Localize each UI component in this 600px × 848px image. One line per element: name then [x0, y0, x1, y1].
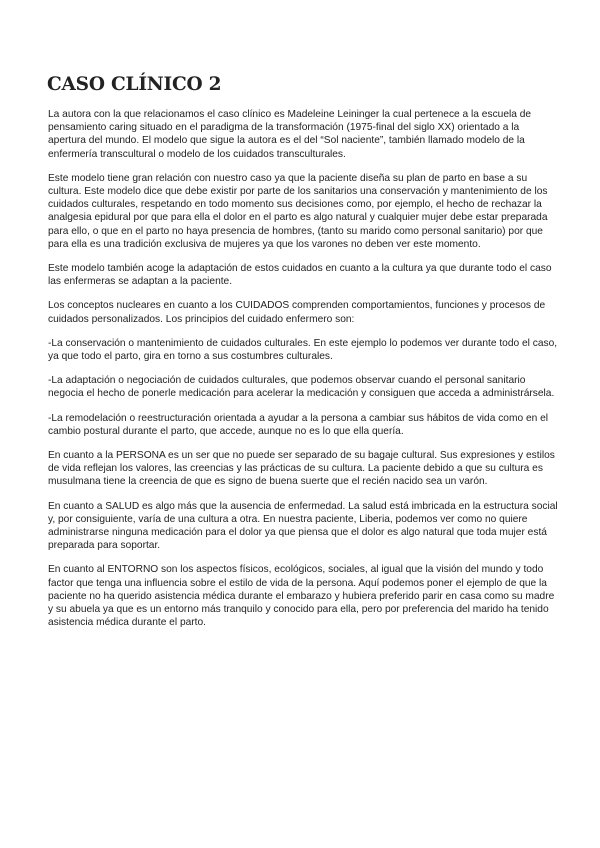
- paragraph-cuidados: Los conceptos nucleares en cuanto a los CUIDADOS comprenden comportamientos, funciones y procesos de cuidados personalizados. Los principios del cuidado enfermero son:: [48, 300, 546, 325]
- paragraph-entorno: En cuanto al ENTORNO son los aspectos físicos, ecológicos, sociales, al igual que la visión del mundo y todo factor que tenga una influencia sobre el estilo de vida de la persona. Aquí podemos poner el ejemplo de que la paciente no ha querido asistencia médica durante el embarazo y hubiera preferido parir en casa como su madre y su abuela ya que es un entorno más tranquilo y conocido para ella, pero por preferencia del marido ha tenido asistencia médica durante el parto.: [48, 564, 555, 629]
- paragraph-remodelacion: -La remodelación o reestructuración orientada a ayudar a la persona a cambiar sus hábitos de vida como en el cambio postural durante el parto, que accede, aunque no es lo que ella quería.: [48, 412, 549, 437]
- page-title: CASO CLÍNICO 2: [47, 74, 222, 95]
- paragraph-persona: En cuanto a la PERSONA es un ser que no puede ser separado de su bagaje cultural. Sus expresiones y estilos de vida reflejan los valores, las creencias y las prácticas de su cultura. La paciente debido a que su cultura es musulmana tiene la creencia de que es signo de buena suerte que el recién nacido sea un varón.: [48, 450, 555, 488]
- paragraph-autora: La autora con la que relacionamos el caso clínico es Madeleine Leininger la cual pertenece a la escuela de pensamiento caring situado en el paradigma de la transformación (1975-final del siglo XX) orientado a la apertura del mundo. El modelo que sigue la autora es el del “Sol naciente”, también llamado modelo de la enfermería transcultural o modelo de los cuidados transculturales.: [48, 109, 532, 160]
- paragraph-salud: En cuanto a SALUD es algo más que la ausencia de enfermedad. La salud está imbricada en la estructura social y, por consiguiente, varía de una cultura a otra. En nuestra paciente, Liberia, podemos ver como no quiere administrarse ninguna medicación para el dolor ya que piensa que el dolor es algo natural que toda mujer está preparada para soportar.: [48, 500, 558, 552]
- paragraph-modelo-relacion: Este modelo tiene gran relación con nuestro caso ya que la paciente diseña su plan de parto en base a su cultura. Este modelo dice que debe existir por parte de los sanitarios una conservación y mantenimiento de los cuidados culturales, respetando en todo momento sus decisiones como, por ejemplo, el hecho de rechazar la analgesia epidural por que para ella el dolor en el parto es algo natural y cualquier mujer debe estar preparada para ello, o que en el parto no haya presencia de hombres, (tanto su marido como personal sanitario) por que para ella es una tradición exclusiva de mujeres ya que los varones no deben ver este momento.: [48, 172, 548, 250]
- paragraph-negociacion: -La adaptación o negociación de cuidados culturales, que podemos observar cuando el personal sanitario negocia el hecho de ponerle medicación para acelerar la medicación y consiguen que acceda a administrársela.: [48, 375, 555, 400]
- paragraph-adaptacion: Este modelo también acoge la adaptación de estos cuidados en cuanto a la cultura ya que durante todo el caso las enfermeras se adaptan a la paciente.: [48, 263, 552, 288]
- document-body: [48, 108, 558, 641]
- paragraph-conservacion: -La conservación o mantenimiento de cuidados culturales. En este ejemplo lo podemos ver durante todo el caso, ya que todo el parto, gira en torno a sus costumbres culturales.: [48, 337, 558, 363]
